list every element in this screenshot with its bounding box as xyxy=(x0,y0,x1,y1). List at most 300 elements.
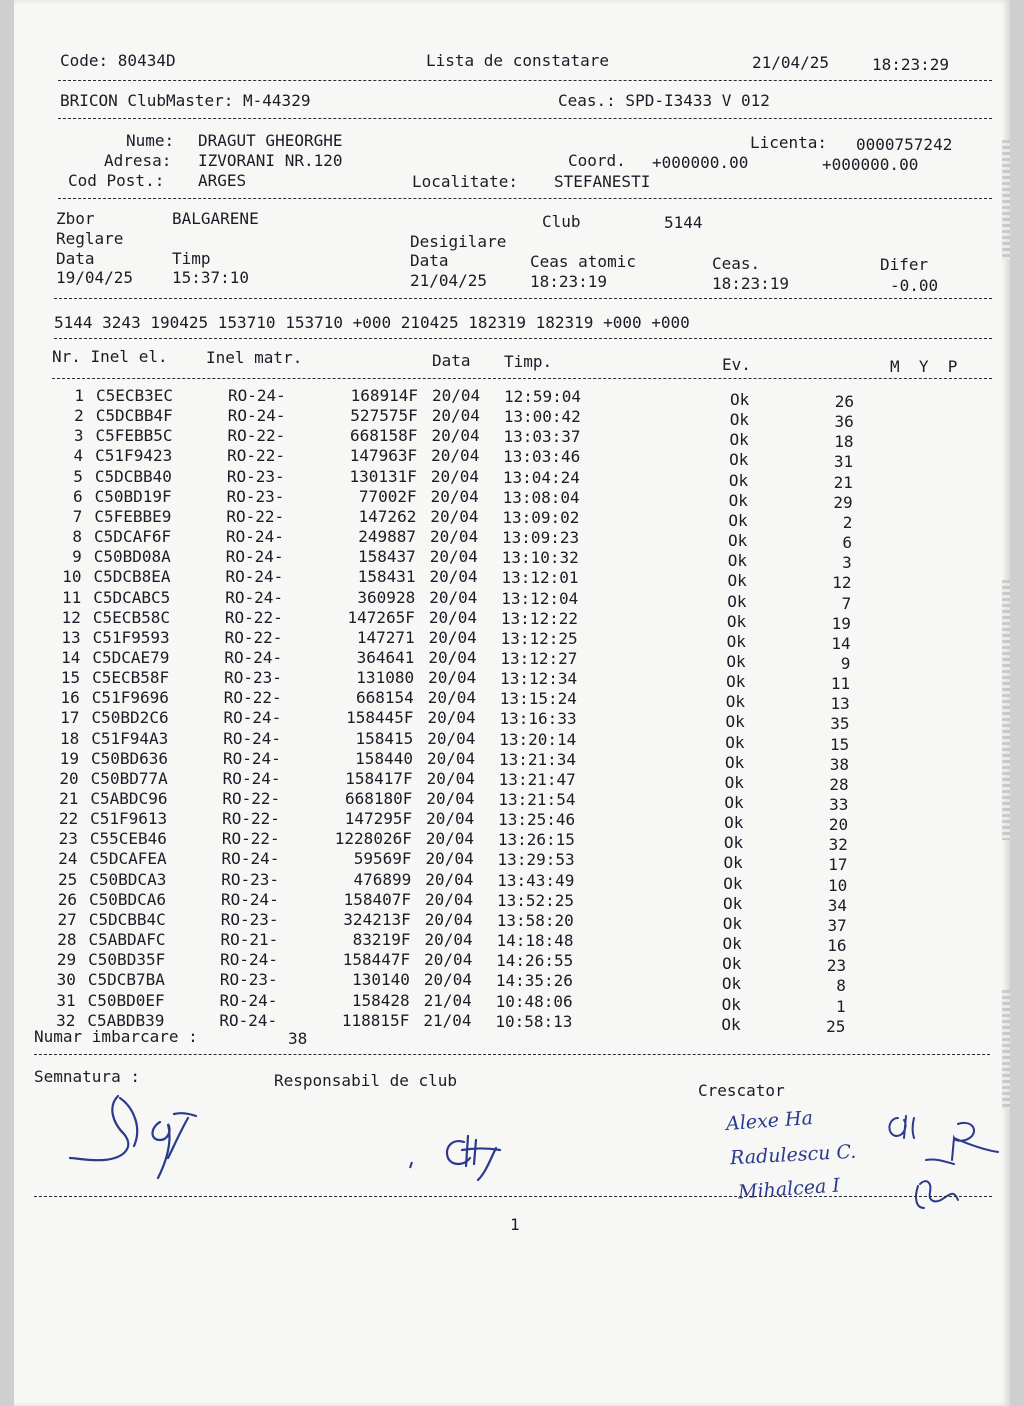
address-label: Adresa: xyxy=(104,151,172,170)
event-status: Ok xyxy=(723,893,743,913)
row-number: 23 xyxy=(58,829,78,849)
table-row xyxy=(14,869,1010,895)
arrival-time: 13:12:04 xyxy=(501,588,579,608)
arrival-time: 13:12:25 xyxy=(500,628,578,648)
ring-number: 668154 xyxy=(356,688,414,708)
position-number: 17 xyxy=(828,855,848,875)
atomic-label: Ceas atomic xyxy=(530,252,636,271)
arrival-time: 13:08:04 xyxy=(502,487,580,507)
arrival-time: 13:03:46 xyxy=(503,447,581,467)
responsabil-label: Responsabil de club xyxy=(274,1071,458,1090)
row-number: 4 xyxy=(73,446,84,466)
row-number: 11 xyxy=(61,587,82,607)
event-status: Ok xyxy=(728,510,748,530)
arrival-time: 14:18:48 xyxy=(496,931,574,951)
row-number: 19 xyxy=(59,748,79,768)
ring-prefix: RO-24- xyxy=(219,1010,278,1030)
club-signature xyxy=(404,1128,514,1188)
perforation-mark xyxy=(1002,580,1010,840)
position-number: 1 xyxy=(835,996,846,1016)
event-status: Ok xyxy=(724,752,745,772)
des-atomic: 18:23:19 xyxy=(530,272,608,291)
event-status: Ok xyxy=(730,390,750,409)
ring-prefix: RO-24- xyxy=(220,950,278,970)
reg-time: 15:37:10 xyxy=(172,268,250,287)
event-status: Ok xyxy=(726,631,746,651)
ring-prefix: RO-24- xyxy=(222,768,281,788)
row-number: 21 xyxy=(59,789,79,808)
event-status: Ok xyxy=(725,732,745,752)
row-number: 15 xyxy=(60,668,81,688)
ring-number: 158437 xyxy=(357,547,416,567)
locality-label: Localitate: xyxy=(412,172,518,191)
coord-x: +000000.00 xyxy=(652,153,749,172)
position-number: 28 xyxy=(829,774,849,794)
col-header-nr-inel-el: Nr. Inel el. xyxy=(52,347,168,366)
des-date: 21/04/25 xyxy=(410,271,488,290)
coord-label: Coord. xyxy=(568,151,626,170)
ring-prefix: RO-23- xyxy=(226,486,285,506)
electronic-ring: C5ABDC96 xyxy=(90,789,168,808)
ring-number: 59569F xyxy=(353,849,412,869)
ring-prefix: RO-23- xyxy=(221,869,280,889)
separator xyxy=(58,80,992,81)
ring-number: 158440 xyxy=(355,748,413,768)
ring-number: 364641 xyxy=(356,647,415,667)
table-row xyxy=(14,466,1010,492)
arrival-date: 20/04 xyxy=(428,607,478,627)
event-status: Ok xyxy=(723,873,743,893)
col-header-myp: M Y P xyxy=(890,357,958,376)
ring-number: 83219F xyxy=(352,930,411,950)
electronic-ring: C51F9613 xyxy=(90,809,168,829)
arrival-time: 13:10:32 xyxy=(501,548,579,568)
arrival-time: 13:15:24 xyxy=(499,689,577,709)
event-status: Ok xyxy=(722,954,742,974)
col-header-ev: Ev. xyxy=(722,355,751,374)
event-status: Ok xyxy=(722,934,742,954)
ring-number: 147295F xyxy=(344,809,413,829)
table-row xyxy=(14,527,1010,553)
arrival-date: 20/04 xyxy=(423,970,473,990)
ring-number: 158431 xyxy=(357,567,416,587)
event-status: Ok xyxy=(724,772,744,792)
arrival-date: 20/04 xyxy=(430,506,479,526)
ring-number: 158428 xyxy=(351,990,410,1010)
page-number: 1 xyxy=(510,1215,520,1234)
arrival-time: 13:25:46 xyxy=(498,810,576,830)
table-row xyxy=(14,930,1010,956)
electronic-ring: C5FEBBE9 xyxy=(94,506,172,526)
event-status: Ok xyxy=(723,853,743,873)
event-status: Ok xyxy=(727,571,747,591)
row-number: 31 xyxy=(56,990,76,1010)
table-row xyxy=(14,386,1010,411)
electronic-ring: C5DCBB4C xyxy=(88,909,166,929)
arrival-time: 13:00:42 xyxy=(503,407,581,427)
ring-number: 130131F xyxy=(349,466,417,486)
table-row xyxy=(14,950,1010,976)
ring-prefix: RO-22- xyxy=(222,789,281,808)
event-status: Ok xyxy=(727,591,747,611)
event-status: Ok xyxy=(728,490,748,510)
electronic-ring: C50BD08A xyxy=(93,547,171,567)
table-row xyxy=(14,829,1010,855)
position-number: 32 xyxy=(828,835,848,855)
desigilare-label: Desigilare xyxy=(410,232,507,251)
arrival-date: 20/04 xyxy=(428,647,477,667)
arrival-time: 14:26:55 xyxy=(496,951,574,971)
ring-prefix: RO-24- xyxy=(226,527,284,547)
arrival-date: 20/04 xyxy=(424,950,473,970)
handwritten-name-2: Radulescu C. xyxy=(729,1140,857,1170)
event-status: Ok xyxy=(724,793,744,812)
event-status: Ok xyxy=(726,651,746,671)
row-number: 30 xyxy=(56,970,76,990)
club-value: 5144 xyxy=(664,213,703,232)
separator xyxy=(58,198,992,199)
ring-prefix: RO-24- xyxy=(221,849,280,869)
ring-prefix: RO-24- xyxy=(227,406,286,426)
ceas-label: Ceas. xyxy=(712,254,761,273)
document-title: Lista de constatare xyxy=(426,51,610,70)
club-master: BRICON ClubMaster: M-44329 xyxy=(60,91,311,110)
ring-prefix: RO-23- xyxy=(220,909,279,929)
ring-prefix: RO-22- xyxy=(227,426,286,446)
event-status: Ok xyxy=(726,611,747,631)
des-clock: 18:23:19 xyxy=(712,274,790,293)
printout-sheet xyxy=(14,0,1010,1406)
reg-date: 19/04/25 xyxy=(56,268,134,287)
ring-number: 147271 xyxy=(356,627,415,647)
table-row xyxy=(14,668,1010,694)
arrival-time: 10:58:13 xyxy=(495,1011,573,1031)
separator xyxy=(34,1196,992,1197)
arrival-date: 20/04 xyxy=(424,930,473,950)
separator xyxy=(54,298,992,299)
row-number: 26 xyxy=(57,889,77,909)
position-number: 23 xyxy=(826,956,847,976)
arrival-time: 13:12:27 xyxy=(500,648,578,668)
table-row xyxy=(14,789,1010,814)
arrival-time: 14:35:26 xyxy=(495,971,573,991)
row-number: 25 xyxy=(58,869,78,889)
ring-prefix: RO-22- xyxy=(224,627,283,647)
arrival-date: 20/04 xyxy=(425,889,474,909)
arrival-date: 20/04 xyxy=(428,627,477,647)
arrival-date: 20/04 xyxy=(427,728,476,748)
electronic-ring: C5DCBB40 xyxy=(94,466,172,486)
table-row xyxy=(14,547,1010,573)
ring-number: 77002F xyxy=(358,486,417,506)
ring-number: 158445F xyxy=(346,708,414,728)
position-number: 10 xyxy=(828,875,848,895)
row-number: 20 xyxy=(59,768,79,788)
position-number: 12 xyxy=(832,573,852,593)
col-header-inel-matr: Inel matr. xyxy=(206,348,303,367)
position-number: 7 xyxy=(841,593,852,613)
ring-prefix: RO-24- xyxy=(225,567,284,587)
position-number: 18 xyxy=(834,432,854,452)
ring-prefix: RO-24- xyxy=(224,647,283,667)
difer-label: Difer xyxy=(880,255,929,274)
table-row xyxy=(14,627,1010,653)
perforation-mark xyxy=(1002,990,1010,1110)
electronic-ring: C50BD0EF xyxy=(87,990,165,1010)
ring-number: 249887 xyxy=(358,527,417,547)
ring-number: 158407F xyxy=(343,889,411,909)
arrival-date: 21/04 xyxy=(423,990,472,1010)
col-header-data: Data xyxy=(432,351,471,370)
table-row xyxy=(14,728,1010,754)
table-row xyxy=(14,406,1010,432)
event-status: Ok xyxy=(725,712,745,732)
table-row xyxy=(14,708,1010,734)
separator xyxy=(58,118,992,119)
row-number: 12 xyxy=(61,607,81,627)
arrival-date: 20/04 xyxy=(431,406,480,426)
ring-number: 158447F xyxy=(342,950,411,970)
ring-number: 147265F xyxy=(347,607,415,627)
position-number: 19 xyxy=(831,613,851,633)
event-status: Ok xyxy=(724,813,744,833)
electronic-ring: C50BD35F xyxy=(88,950,166,970)
table-row xyxy=(14,446,1010,472)
table-row xyxy=(14,426,1010,452)
electronic-ring: C5DCB8EA xyxy=(93,567,171,587)
electronic-ring: C50BDCA3 xyxy=(89,869,167,889)
name-label: Nume: xyxy=(126,131,175,150)
position-number: 16 xyxy=(827,936,847,956)
row-number: 2 xyxy=(74,406,84,426)
ring-prefix: RO-24- xyxy=(219,990,278,1010)
arrival-time: 10:48:06 xyxy=(495,991,573,1011)
arrival-date: 20/04 xyxy=(425,869,474,889)
reglare-label: Reglare xyxy=(56,229,124,248)
arrival-date: 20/04 xyxy=(429,567,478,587)
position-number: 8 xyxy=(836,976,846,996)
table-row xyxy=(14,486,1010,512)
ring-number: 130140 xyxy=(352,970,410,990)
semnatura-label: Semnatura : xyxy=(34,1067,140,1086)
electronic-ring: C51F9696 xyxy=(91,688,169,708)
ring-prefix: RO-22- xyxy=(226,506,285,526)
document-code: Code: 80434D xyxy=(60,51,176,70)
electronic-ring: C5ECB58C xyxy=(92,607,170,627)
position-number: 21 xyxy=(833,472,853,492)
ring-number: 131080 xyxy=(356,668,415,688)
ring-prefix: RO-23- xyxy=(224,668,282,688)
event-status: Ok xyxy=(727,551,748,571)
arrival-time: 13:12:34 xyxy=(500,669,578,689)
arrival-time: 13:21:34 xyxy=(498,749,577,769)
electronic-ring: C5DCAF6F xyxy=(94,527,172,547)
electronic-ring: C51F94A3 xyxy=(91,728,169,748)
event-status: Ok xyxy=(722,913,742,933)
table-row xyxy=(14,768,1010,794)
row-number: 17 xyxy=(60,708,80,728)
ring-number: 668158F xyxy=(350,426,418,446)
event-status: Ok xyxy=(723,833,744,853)
row-number: 5 xyxy=(73,466,83,486)
ring-prefix: RO-22- xyxy=(221,829,280,849)
table-row xyxy=(14,748,1010,774)
arrival-date: 20/04 xyxy=(426,748,476,768)
electronic-ring: C5ABDAFC xyxy=(88,930,166,950)
electronic-ring: C5ABDB39 xyxy=(87,1010,165,1030)
row-number: 8 xyxy=(72,527,83,547)
perforation-mark xyxy=(1002,140,1010,260)
electronic-ring: C50BD77A xyxy=(90,768,168,788)
ring-number: 360928 xyxy=(357,587,416,607)
table-row xyxy=(14,607,1010,633)
event-status: Ok xyxy=(728,531,748,551)
row-number: 13 xyxy=(61,627,81,647)
event-status: Ok xyxy=(729,410,749,430)
position-number: 11 xyxy=(830,674,851,694)
arrival-time: 13:16:33 xyxy=(499,709,577,729)
arrival-time: 13:26:15 xyxy=(497,830,575,850)
table-row xyxy=(14,567,1010,593)
postal-label: Cod Post.: xyxy=(68,171,165,190)
arrival-time: 13:09:02 xyxy=(502,507,580,527)
ring-number: 168914F xyxy=(350,386,418,405)
arrival-date: 20/04 xyxy=(426,789,475,808)
arrival-date: 20/04 xyxy=(429,547,478,567)
crescator-label: Crescator xyxy=(698,1081,785,1100)
position-number: 13 xyxy=(830,694,850,714)
position-number: 31 xyxy=(833,452,854,472)
row-number: 32 xyxy=(56,1010,76,1030)
ring-number: 527575F xyxy=(350,406,418,426)
electronic-ring: C50BD636 xyxy=(90,748,169,768)
arrival-time: 13:29:53 xyxy=(497,850,575,870)
arrival-date: 20/04 xyxy=(424,909,473,929)
row-number: 14 xyxy=(61,647,81,667)
ring-number: 158417F xyxy=(345,768,413,788)
electronic-ring: C50BD19F xyxy=(94,486,172,506)
ring-prefix: RO-24- xyxy=(225,587,283,607)
print-time: 18:23:29 xyxy=(872,55,950,74)
table-row xyxy=(14,849,1010,875)
position-number: 20 xyxy=(828,815,849,835)
event-status: Ok xyxy=(728,470,749,490)
arrival-date: 20/04 xyxy=(432,386,481,405)
ring-prefix: RO-21- xyxy=(220,930,279,950)
ring-prefix: RO-23- xyxy=(219,970,278,990)
event-status: Ok xyxy=(725,692,746,712)
arrival-time: 12:59:04 xyxy=(504,387,582,406)
position-number: 36 xyxy=(834,412,854,432)
row-number: 7 xyxy=(72,506,83,526)
arrival-date: 20/04 xyxy=(431,446,480,466)
reg-timp-label: Timp xyxy=(172,249,211,268)
code-line: 5144 3243 190425 153710 153710 +000 210425 182319 182319 +000 +000 xyxy=(54,313,690,332)
separator xyxy=(34,1054,990,1055)
col-header-timp: Timp. xyxy=(504,352,553,371)
electronic-ring: C5DCABC5 xyxy=(93,587,171,607)
arrival-time: 13:52:25 xyxy=(497,890,575,910)
row-number: 10 xyxy=(62,567,82,587)
row-number: 18 xyxy=(59,728,80,748)
event-status: Ok xyxy=(721,994,741,1014)
handwritten-name-1: Alexe Ha xyxy=(725,1106,814,1136)
postal-value: ARGES xyxy=(198,171,247,190)
club-label: Club xyxy=(542,212,581,231)
ring-prefix: RO-24- xyxy=(223,728,282,748)
electronic-ring: C51F9423 xyxy=(95,446,173,466)
row-number: 27 xyxy=(57,909,77,929)
ring-prefix: RO-22- xyxy=(224,607,283,627)
position-number: 34 xyxy=(827,895,847,915)
row-number: 29 xyxy=(56,950,77,970)
ring-number: 324213F xyxy=(343,909,411,929)
arrival-date: 20/04 xyxy=(429,587,478,607)
arrival-date: 20/04 xyxy=(425,849,474,869)
position-number: 2 xyxy=(842,512,853,532)
difer-value: -0.00 xyxy=(890,276,939,295)
position-number: 29 xyxy=(833,492,853,512)
row-number: 1 xyxy=(74,386,84,405)
arrival-date: 20/04 xyxy=(431,426,480,446)
separator xyxy=(52,378,992,379)
arrival-date: 20/04 xyxy=(425,829,474,849)
table-row xyxy=(14,647,1010,673)
ring-number: 476899 xyxy=(353,869,412,889)
coord-y: +000000.00 xyxy=(822,155,919,174)
ring-number: 158415 xyxy=(355,728,414,748)
arrival-time: 13:43:49 xyxy=(497,870,575,890)
table-row xyxy=(14,688,1010,714)
electronic-ring: C5DCAE79 xyxy=(92,647,170,667)
ring-prefix: RO-24- xyxy=(223,708,282,728)
licence-value: 0000757242 xyxy=(856,135,953,154)
position-number: 26 xyxy=(834,392,854,411)
arrival-time: 13:58:20 xyxy=(496,910,574,930)
ring-number: 147262 xyxy=(358,506,417,526)
handwritten-name-3: Mihalcea I xyxy=(737,1174,841,1204)
row-number: 3 xyxy=(73,426,84,446)
table-row xyxy=(14,889,1010,915)
position-number: 38 xyxy=(829,754,849,774)
ring-prefix: RO-24- xyxy=(228,386,286,405)
arrival-date: 20/04 xyxy=(426,768,475,788)
reg-data-label: Data xyxy=(56,249,95,268)
row-number: 6 xyxy=(72,486,83,506)
arrival-time: 13:09:23 xyxy=(502,528,580,548)
arrival-time: 13:12:22 xyxy=(500,608,578,628)
electronic-ring: C5ECB3EC xyxy=(96,386,174,405)
event-status: Ok xyxy=(729,430,749,450)
owner-address: IZVORANI NR.120 xyxy=(198,151,343,170)
ring-prefix: RO-24- xyxy=(221,889,279,909)
arrival-time: 13:03:37 xyxy=(503,427,581,447)
electronic-ring: C50BDCA6 xyxy=(89,889,167,909)
ring-prefix: RO-22- xyxy=(222,809,280,829)
owner-name: DRAGUT GHEORGHE xyxy=(198,131,343,150)
electronic-ring: C5DCAFEA xyxy=(89,849,167,869)
print-date: 21/04/25 xyxy=(752,53,830,72)
arrival-date: 21/04 xyxy=(423,1010,472,1030)
position-number: 15 xyxy=(829,734,850,754)
licence-label: Licenta: xyxy=(750,133,828,152)
ring-number: 668180F xyxy=(344,789,413,808)
table-row xyxy=(14,587,1010,613)
ring-prefix: RO-23- xyxy=(226,466,285,486)
electronic-ring: C5DCB7BA xyxy=(87,970,165,990)
electronic-ring: C5DCBB4F xyxy=(95,406,173,426)
des-data-label: Data xyxy=(410,251,449,270)
